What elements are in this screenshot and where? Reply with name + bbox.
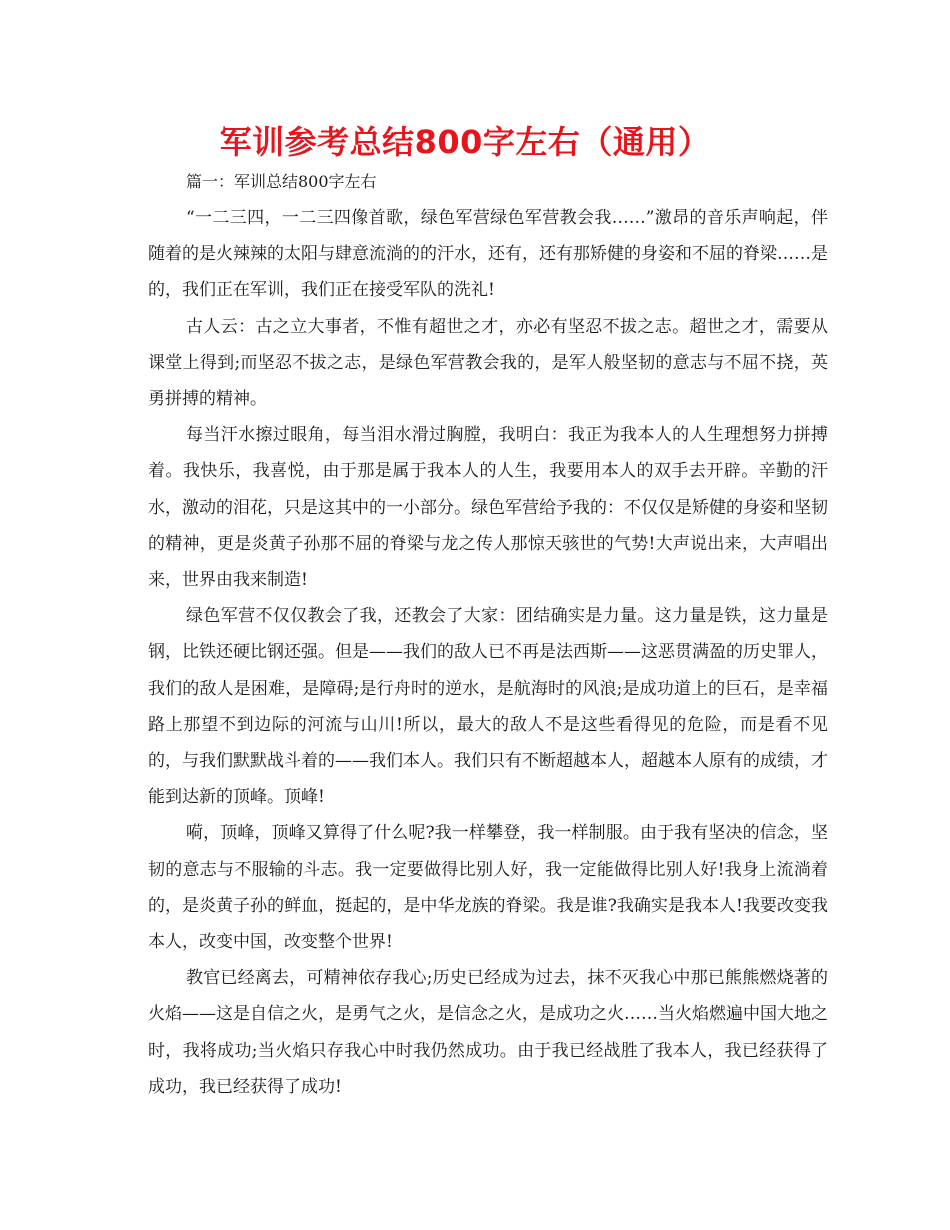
paragraph-4: 绿色军营不仅仅教会了我，还教会了大家：团结确实是力量。这力量是铁，这力量是钢，比铁还硬比钢还强。但是——我们的敌人已不再是法西斯——这恶贯满盈的历史罪人，我们的敌人是困难，是障碍;是行舟时的逆水，是航海时的风浪;是成功道上的巨石，是幸福路上那望不到边际的河流与山川!所以，最大的敌人不是这些看得见的危险，而是看不见的，与我们默默战斗着的——我们本人。我们只有不断超越本人，超越本人原有的成绩，才能到达新的顶峰。顶峰! (148, 606, 828, 808)
section-heading: 篇一：军训总结800字左右 (186, 172, 377, 191)
paragraph-2: 古人云：古之立大事者，不惟有超世之才，亦必有坚忍不拔之志。超世之才，需要从课堂上得到;而坚忍不拔之志，是绿色军营教会我的，是军人般坚韧的意志与不屈不挠，英勇拼搏的精神。 (148, 316, 828, 410)
paragraph-5: 嗬，顶峰，顶峰又算得了什么呢?我一样攀登，我一样制服。由于我有坚决的信念，坚韧的意志与不服输的斗志。我一定要做得比别人好，我一定能做得比别人好!我身上流淌着的，是炎黄子孙的鲜血，挺起的，是中华龙族的脊梁。我是谁?我确实是我本人!我要改变我本人，改变中国，改变整个世界! (148, 823, 828, 953)
paragraph-3: 每当汗水擦过眼角，每当泪水滑过胸膛，我明白：我正为我本人的人生理想努力拼搏着。我快乐，我喜悦，由于那是属于我本人的人生，我要用本人的双手去开辟。辛勤的汗水，激动的泪花，只是这其中的一小部分。绿色军营给予我的：不仅仅是矫健的身姿和坚韧的精神，更是炎黄子孙那不屈的脊梁与龙之传人那惊天骇世的气势!大声说出来，大声唱出来，世界由我来制造! (148, 425, 828, 591)
document-body (148, 200, 828, 1105)
paragraph-6: 教官已经离去，可精神依存我心;历史已经成为过去，抹不灭我心中那已熊熊燃烧著的火焰——这是自信之火，是勇气之火，是信念之火，是成功之火……当火焰燃遍中国大地之时，我将成功;当火焰只存我心中时我仍然成功。由于我已经战胜了我本人，我已经获得了成功，我已经获得了成功! (148, 968, 828, 1097)
document-title: 军训参考总结800字左右（通用） (219, 123, 711, 161)
paragraph-1: “一二三四，一二三四像首歌，绿色军营绿色军营教会我……”激昂的音乐声响起，伴随着的是火辣辣的太阳与肆意流淌的的汗水，还有，还有那矫健的身姿和不屈的脊梁……是的，我们正在军训，我们正在接受军队的洗礼! (148, 208, 828, 301)
